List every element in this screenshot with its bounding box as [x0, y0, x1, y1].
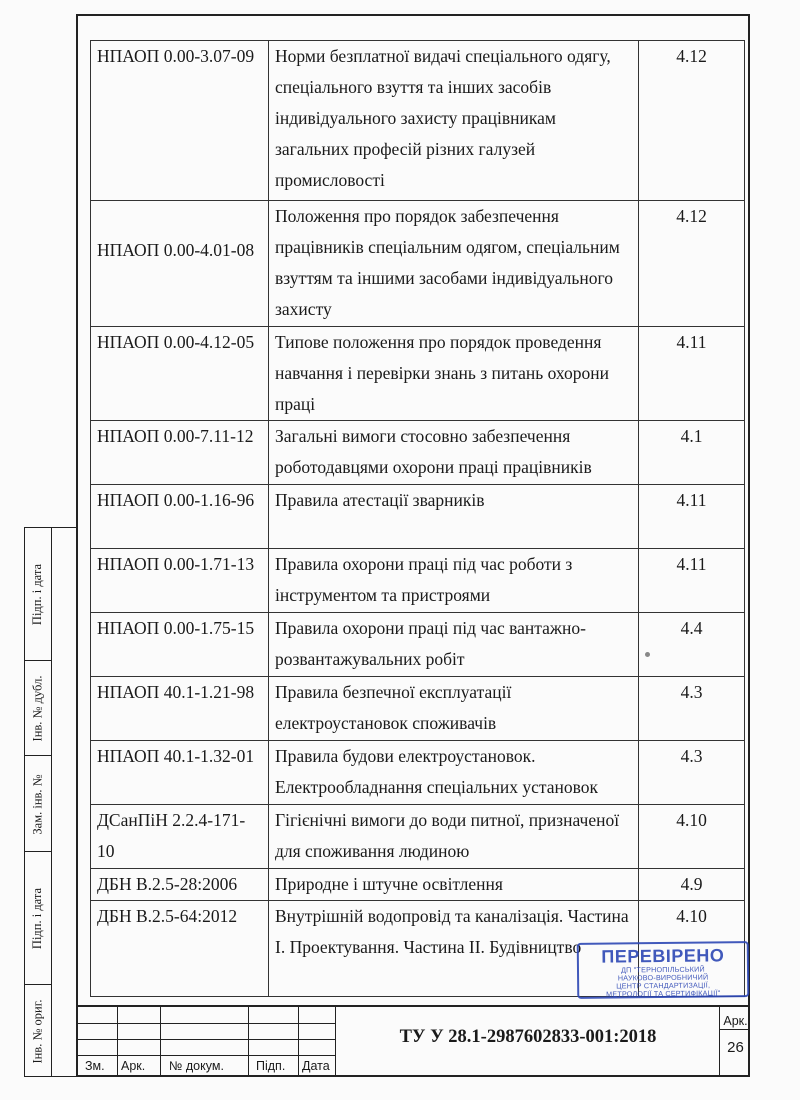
- section-ref: 4.12: [639, 41, 745, 201]
- orig-inv-label: Інв. № ориг.: [30, 999, 45, 1064]
- page-number: 26: [727, 1039, 744, 1056]
- tb-line: [117, 1007, 118, 1077]
- tb-line: [335, 1007, 336, 1077]
- tb-line: [160, 1007, 161, 1077]
- standards-table: [90, 40, 745, 997]
- stamp-line: ДП "ТЕРНОПІЛЬСЬКИЙ: [621, 964, 705, 975]
- standard-code: НПАОП 40.1-1.32-01: [91, 741, 269, 805]
- scan-speck: [645, 652, 650, 657]
- col-change: Зм.: [85, 1059, 105, 1073]
- standard-code: НПАОП 40.1-1.21-98: [91, 677, 269, 741]
- table-row: [91, 485, 745, 549]
- tb-line: [248, 1007, 249, 1077]
- sheet-label: Арк.: [723, 1014, 748, 1028]
- section-ref: 4.10: [639, 805, 745, 869]
- standard-code: НПАОП 0.00-1.75-15: [91, 613, 269, 677]
- tb-line: [719, 1029, 750, 1030]
- standard-title: Загальні вимоги стосовно забезпечення роботодавцями охорони праці працівників: [269, 421, 639, 485]
- table-row: [91, 869, 745, 901]
- standard-title: Правила атестації зварників: [269, 485, 639, 549]
- margin-strip: [24, 527, 76, 1077]
- section-ref: 4.10: [639, 901, 745, 997]
- standard-title: Правила охорони праці під час вантажно-розвантажувальних робіт: [269, 613, 639, 677]
- tb-line: [76, 1039, 335, 1040]
- stamp-line: НАУКОВО-ВИРОБНИЧИЙ: [617, 972, 709, 983]
- standard-code: НПАОП 0.00-7.11-12: [91, 421, 269, 485]
- standard-code: НПАОП 0.00-4.01-08: [91, 201, 269, 327]
- sign-date-label-2: Підп. і дата: [30, 887, 45, 950]
- standard-title: Природне і штучне освітлення: [269, 869, 639, 901]
- standard-code: НПАОП 0.00-1.71-13: [91, 549, 269, 613]
- verified-stamp: [577, 941, 750, 999]
- table-row: [91, 805, 745, 869]
- table-row: [91, 327, 745, 421]
- section-ref: 4.4: [639, 613, 745, 677]
- standard-code: НПАОП 0.00-4.12-05: [91, 327, 269, 421]
- title-block: [76, 1005, 750, 1077]
- section-ref: 4.12: [639, 201, 745, 327]
- table-row: [91, 41, 745, 201]
- section-ref: 4.9: [639, 869, 745, 901]
- tb-line: [76, 1023, 335, 1024]
- standard-title: Правила безпечної експлуатації електроустановок споживачів: [269, 677, 639, 741]
- table-row: [91, 613, 745, 677]
- document-number: ТУ У 28.1-2987602833-001:2018: [399, 1027, 657, 1047]
- section-ref: 4.3: [639, 677, 745, 741]
- standard-code: НПАОП 0.00-3.07-09: [91, 41, 269, 201]
- stamp-title: ПЕРЕВІРЕНО: [601, 945, 725, 967]
- col-doc-no: № докум.: [169, 1059, 224, 1073]
- standard-title: Гігієнічні вимоги до води питної, призначеної для споживання людиною: [269, 805, 639, 869]
- table-row: [91, 201, 745, 327]
- stamp-line: ЦЕНТР СТАНДАРТИЗАЦІЇ,: [616, 980, 711, 991]
- margin-divider: [51, 528, 52, 1076]
- table-row: [91, 549, 745, 613]
- table-row: [91, 741, 745, 805]
- standard-title: Правила охорони праці під час роботи з інструментом та пристроями: [269, 549, 639, 613]
- col-sheet: Арк.: [121, 1059, 146, 1073]
- standard-code: ДБН В.2.5-64:2012: [91, 901, 269, 997]
- tb-line: [719, 1007, 720, 1077]
- standard-code: НПАОП 0.00-1.16-96: [91, 485, 269, 549]
- table-row: [91, 421, 745, 485]
- col-date: Дата: [302, 1059, 330, 1073]
- table-row: [91, 677, 745, 741]
- sign-date-label: Підп. і дата: [30, 563, 45, 626]
- standard-code: ДСанПіН 2.2.4-171-10: [91, 805, 269, 869]
- tb-line: [298, 1007, 299, 1077]
- section-ref: 4.1: [639, 421, 745, 485]
- section-ref: 4.11: [639, 327, 745, 421]
- section-ref: 4.11: [639, 549, 745, 613]
- standard-title: Норми безплатної видачі спеціального одягу, спеціального взуття та інших засобів індивідуального захисту працівникам загальних професій різних галузей промисловості: [269, 41, 639, 201]
- col-sign: Підп.: [256, 1059, 286, 1073]
- dup-inv-label: Інв. № дубл.: [30, 675, 45, 742]
- standard-title: Положення про порядок забезпечення працівників спеціальним одягом, спеціальним взуттям та іншими засобами індивідуального захисту: [269, 201, 639, 327]
- standard-title: Типове положення про порядок проведення навчання і перевірки знань з питань охорони праці: [269, 327, 639, 421]
- repl-inv-label: Зам. інв. №: [30, 773, 45, 835]
- stamp-line: МЕТРОЛОГІЇ ТА СЕРТИФІКАЦІЇ": [606, 988, 721, 999]
- standard-title: Внутрішній водопровід та каналізація. Частина І. Проектування. Частина ІІ. Будівництво: [269, 901, 639, 997]
- tb-line: [76, 1055, 335, 1056]
- section-ref: 4.3: [639, 741, 745, 805]
- standard-code: ДБН В.2.5-28:2006: [91, 869, 269, 901]
- standard-title: Правила будови електроустановок. Електрообладнання спеціальних установок: [269, 741, 639, 805]
- section-ref: 4.11: [639, 485, 745, 549]
